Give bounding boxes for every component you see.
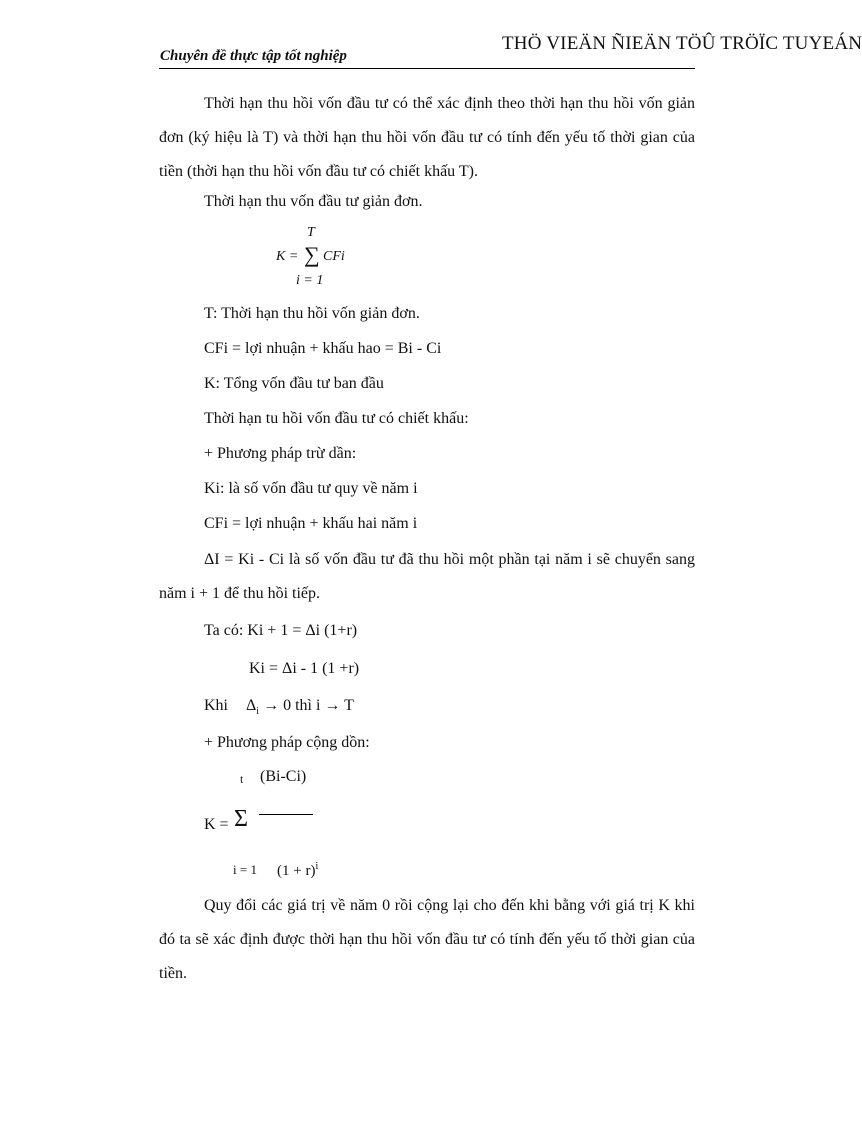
conclusion-paragraph: Quy đổi các giá trị về năm 0 rồi cộng lại cho đến khi bằng với giá trị K khi đó ta sẽ xác định được thời hạn thu hồi vốn đầu tư có tính đến yếu tố thời gian của tiền. <box>159 897 695 982</box>
formula1-term: CFi <box>323 249 345 264</box>
khi-arrow-2: → T <box>324 697 354 714</box>
simple-payback-title: Thời hạn thu vốn đầu tư giản đơn. <box>204 193 423 210</box>
header-title-right: THÖ VIEÄN ÑIEÄN TÖÛ TRÖÏC TUYEÁN <box>502 33 862 54</box>
sigma-icon: Σ <box>234 806 248 832</box>
delta-paragraph: ΔI = Ki - Ci là số vốn đầu tư đã thu hồi một phần tại năm i sẽ chuyển sang năm i + 1 để thu hồi tiếp. <box>159 551 695 602</box>
formula2-lhs: K = <box>204 816 229 833</box>
delta-symbol: Δ <box>246 697 257 714</box>
k-definition: K: Tổng vốn đầu tư ban đầu <box>204 375 384 392</box>
fraction-bar <box>259 814 313 815</box>
discounted-payback-title: Thời hạn tu hồi vốn đầu tư có chiết khấu: <box>204 410 469 427</box>
delta-subscript: i <box>256 706 260 718</box>
formula2-lower-limit: i = 1 <box>233 862 257 877</box>
cfi-definition: CFi = lợi nhuận + khấu hao = Bi - Ci <box>204 340 442 357</box>
formula2-numerator: (Bi-Ci) <box>260 768 307 785</box>
ki-equation: Ki = Δi - 1 (1 +r) <box>249 660 360 677</box>
t-definition: T: Thời hạn thu hồi vốn giản đơn. <box>204 305 420 322</box>
khi-arrow-1: → 0 thì i <box>263 697 321 714</box>
khi-label: Khi <box>204 697 228 714</box>
method-cumulative-title: + Phương pháp cộng dồn: <box>204 734 370 751</box>
formula1-upper-limit: T <box>307 225 315 240</box>
ta-co-equation: Ta có: Ki + 1 = Δi (1+r) <box>204 622 358 639</box>
method-subtract-title: + Phương pháp trừ dần: <box>204 445 357 462</box>
formula2-upper-limit: t <box>240 772 244 786</box>
header-title-left: Chuyên đề thực tập tốt nghiệp <box>160 48 347 64</box>
ki-definition: Ki: là số vốn đầu tư quy về năm i <box>204 480 418 497</box>
formula2-exponent: i <box>315 861 319 872</box>
khi-condition <box>204 697 354 717</box>
formula1-lower-limit: i = 1 <box>296 273 324 288</box>
cfi-definition-2: CFi = lợi nhuận + khấu hai năm i <box>204 515 418 532</box>
formula2-denominator <box>277 861 318 880</box>
formula1-lhs: K = <box>276 249 299 264</box>
formula2-denominator-base: (1 + r) <box>277 863 316 879</box>
intro-paragraph: Thời hạn thu hồi vốn đầu tư có thể xác định theo thời hạn thu hồi vốn giản đơn (ký hiệu là T) và thời hạn thu hồi vốn đầu tư có tính đến yếu tố thời gian của tiền (thời hạn thu hồi vốn đầu tư có chiết khấu T). <box>159 95 695 180</box>
header-divider <box>159 68 695 69</box>
sigma-icon: ∑ <box>304 242 320 267</box>
